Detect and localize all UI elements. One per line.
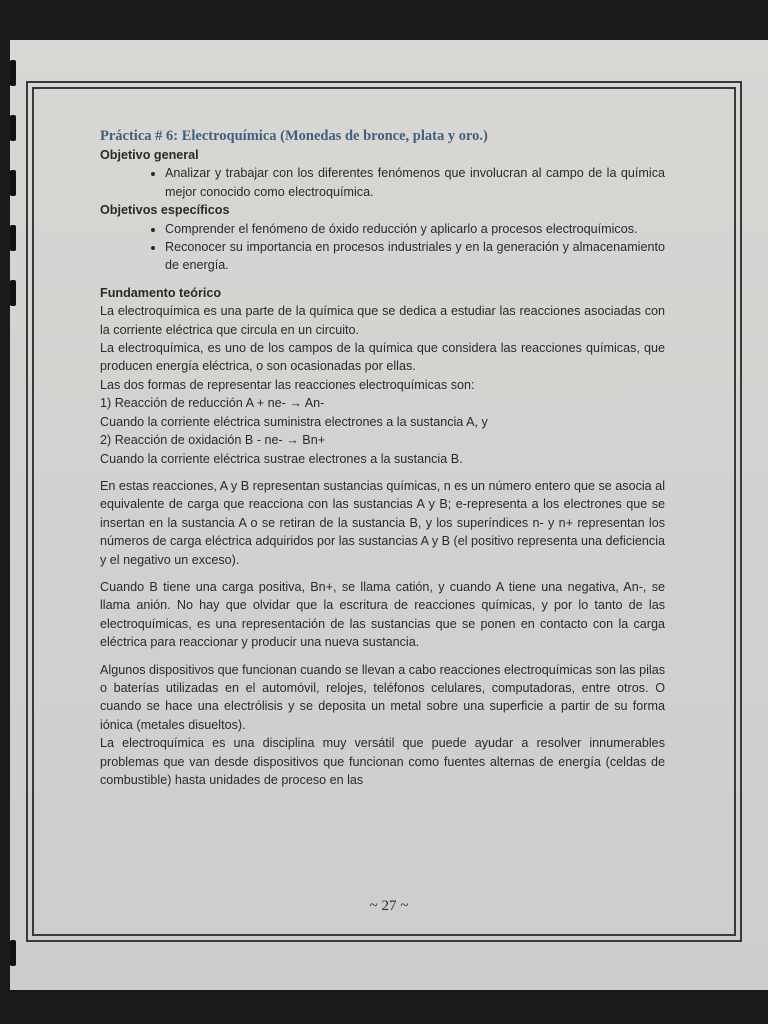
fundamento-line: Cuando la corriente eléctrica suministra electrones a la sustancia A, y — [100, 414, 488, 429]
fundamento-line: Cuando la corriente eléctrica sustrae electrones a la sustancia B. — [100, 451, 463, 466]
body-paragraph: Algunos dispositivos que funcionan cuando se llevan a cabo reacciones electroquímicas son las pilas o baterías utilizadas en el automóvil, relojes, teléfonos celulares, computadoras, entre otros. O cuando se hace una electrólisis y se deposita un metal sobre una superficie a partir de su forma iónica (metales disueltos). — [100, 662, 665, 732]
fundamento-line: 2) Reacción de oxidación B - ne- → Bn+ — [100, 433, 326, 448]
binding-ring — [10, 225, 16, 251]
binding-ring — [10, 60, 16, 86]
page-content — [100, 126, 665, 789]
fundamento-line: Las dos formas de representar las reacciones electroquímicas son: — [100, 377, 475, 392]
list-item: • Comprender el fenómeno de óxido reducción y aplicarlo a procesos electroquímicos. — [165, 220, 665, 238]
page-number: ~ 27 ~ — [369, 898, 409, 914]
fundamento-line: La electroquímica, es uno de los campos de la química que considera las reacciones químicas, que producen energía eléctrica, o son ocasionadas por ellas. — [100, 341, 665, 374]
objetivo-general-heading: Objetivo general — [100, 148, 199, 162]
body-paragraph: Cuando B tiene una carga positiva, Bn+, se llama catión, y cuando A tiene una negativa, An-, se llama anión. No hay que olvidar que la escritura de reacciones químicas, y por lo tanto de las electroquímicas, es una representación de las sustancias que se ponen en contacto con la carga eléctrica para reaccionar y producir una nueva sustancia. — [100, 579, 665, 650]
objetivos-especificos-list — [100, 220, 665, 275]
document-page — [10, 40, 768, 990]
body-paragraph: La electroquímica es una disciplina muy versátil que puede ayudar a resolver innumerables problemas que van desde dispositivos que funcionan como fuentes alternas de energía (celdas de combustible) hasta unidades de proceso en las — [100, 736, 665, 787]
list-item: • Reconocer su importancia en procesos industriales y en la generación y almacenamiento de energía. — [165, 238, 665, 275]
body-paragraph: En estas reacciones, A y B representan sustancias químicas, n es un número entero que se asocia al equivalente de carga que reacciona con las sustancias A y B; e-representa a los electrones que se insertan en la sustancia A o se retiran de la sustancia B, y los superíndices n- y n+ representan los números de carga eléctrica adquiridos por las sustancias A y B (el positivo representa una deficiencia y el negativo un exceso). — [100, 478, 665, 567]
objetivos-especificos-heading: Objetivos específicos — [100, 203, 230, 218]
page-title: Práctica # 6: Electroquímica (Monedas de bronce, plata y oro.) — [100, 128, 488, 144]
fundamento-line: La electroquímica es una parte de la química que se dedica a estudiar las reacciones asociadas con la corriente eléctrica que circula en un circuito. — [100, 304, 665, 337]
objetivo-general-list — [100, 164, 665, 201]
fundamento-heading: Fundamento teórico — [100, 285, 222, 300]
list-item: • Analizar y trabajar con los diferentes fenómenos que involucran al campo de la química mejor conocido como electroquímica. — [165, 164, 665, 201]
binding-ring — [10, 170, 16, 196]
binding-ring — [10, 280, 16, 306]
binding-ring — [10, 115, 16, 141]
fundamento-line: 1) Reacción de reducción A + ne- → An- — [100, 396, 325, 411]
binding-ring — [10, 940, 16, 966]
